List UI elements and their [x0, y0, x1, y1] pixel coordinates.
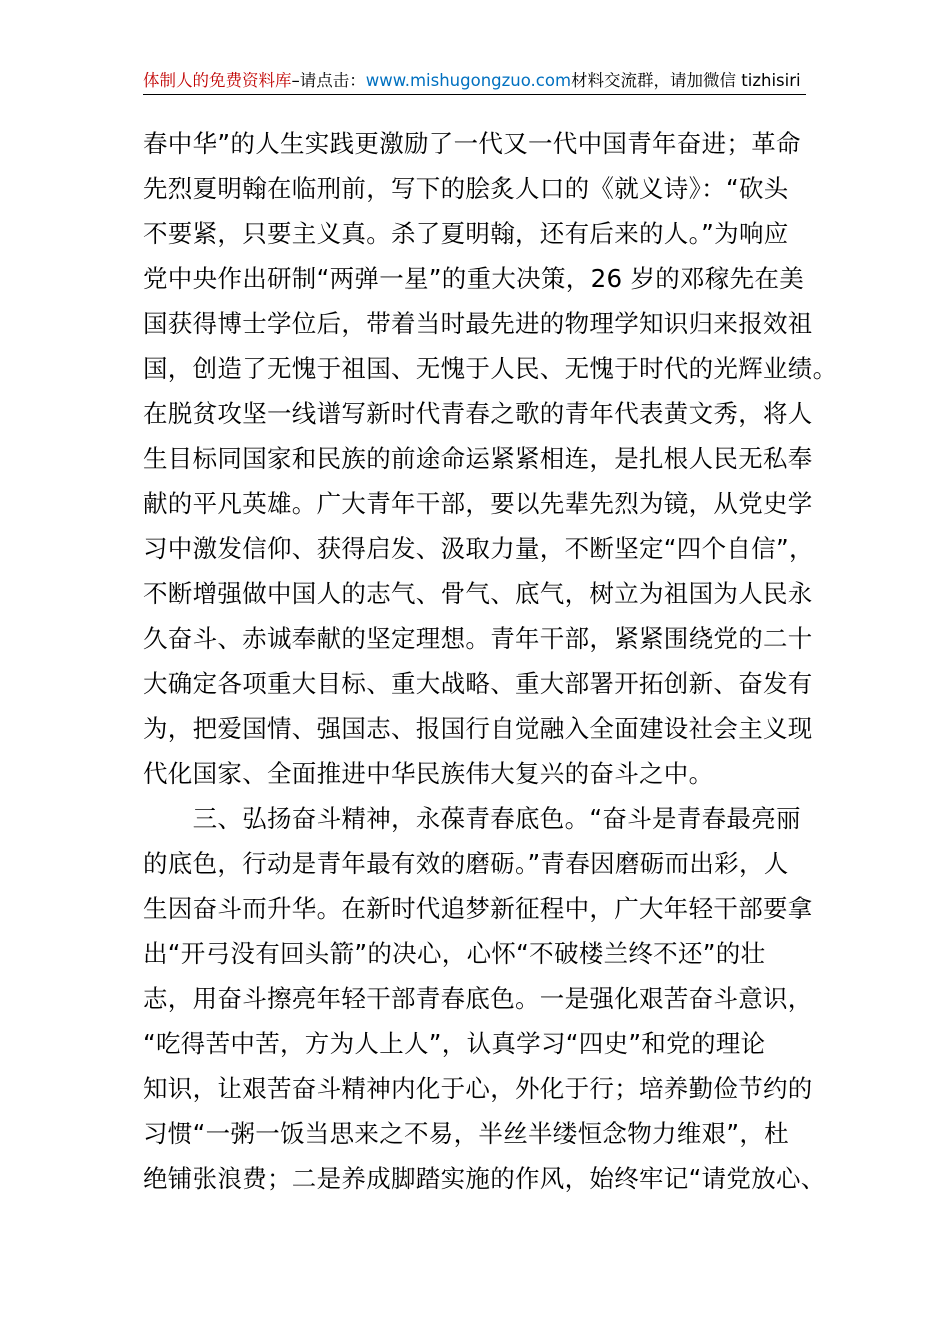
text-line: “吃得苦中苦，方为人上人”，认真学习“四史”和党的理论 [143, 1029, 766, 1058]
header-brand: 体制人的免费资料库 [143, 71, 292, 90]
text-line: 久奋斗、赤诚奉献的坚定理想。青年干部，紧紧围绕党的二十 [143, 624, 813, 653]
text-line: 习惯“一粥一饭当思来之不易，半丝半缕恒念物力维艰”，杜 [143, 1119, 789, 1148]
text-line: 国获得博士学位后，带着当时最先进的物理学知识归来报效祖 [143, 309, 813, 338]
text-line: 习中激发信仰、获得启发、汲取力量，不断坚定“四个自信”， [143, 534, 814, 563]
text-line: 生目标同国家和民族的前途命运紧紧相连，是扎根人民无私奉 [143, 444, 813, 473]
text-line: 出“开弓没有回头箭”的决心，心怀“不破楼兰终不还”的壮 [143, 939, 766, 968]
text-line: 春中华”的人生实践更激励了一代又一代中国青年奋进；革命 [143, 129, 801, 158]
text-line: 党中央作出研制“两弹一星”的重大决策，26 岁的邓稼先在美 [143, 264, 805, 293]
header-link[interactable]: www.mishugongzuo.com [365, 71, 572, 90]
text-line: 先烈夏明翰在临刑前，写下的脍炙人口的《就义诗》：“砍头 [143, 174, 789, 203]
text-line: 生因奋斗而升华。在新时代追梦新征程中，广大年轻干部要拿 [143, 894, 813, 923]
text-line: 不要紧，只要主义真。杀了夏明翰，还有后来的人。”为响应 [143, 219, 789, 248]
text-line: 大确定各项重大目标、重大战略、重大部署开拓创新、奋发有 [143, 669, 813, 698]
text-line: 三、弘扬奋斗精神，永葆青春底色。“奋斗是青春最亮丽 [143, 804, 801, 833]
header-prompt: –请点击： [291, 71, 366, 90]
text-line: 代化国家、全面推进中华民族伟大复兴的奋斗之中。 [143, 759, 714, 788]
page-header [143, 68, 806, 95]
document-body [143, 121, 838, 1201]
text-line: 志，用奋斗擦亮年轻干部青春底色。一是强化艰苦奋斗意识， [143, 984, 813, 1013]
text-line: 不断增强做中国人的志气、骨气、底气，树立为祖国为人民永 [143, 579, 813, 608]
header-note: 材料交流群，请加微信 tizhisiri [571, 71, 801, 90]
text-line: 的底色，行动是青年最有效的磨砺。”青春因磨砺而出彩，人 [143, 849, 789, 878]
text-line: 国，创造了无愧于祖国、无愧于人民、无愧于时代的光辉业绩。 [143, 354, 838, 383]
text-line: 献的平凡英雄。广大青年干部，要以先辈先烈为镜，从党史学 [143, 489, 813, 518]
text-line: 在脱贫攻坚一线谱写新时代青春之歌的青年代表黄文秀，将人 [143, 399, 813, 428]
text-line: 绝铺张浪费；二是养成脚踏实施的作风，始终牢记“请党放心、 [143, 1164, 826, 1193]
text-line: 知识，让艰苦奋斗精神内化于心，外化于行；培养勤俭节约的 [143, 1074, 813, 1103]
text-line: 为，把爱国情、强国志、报国行自觉融入全面建设社会主义现 [143, 714, 813, 743]
